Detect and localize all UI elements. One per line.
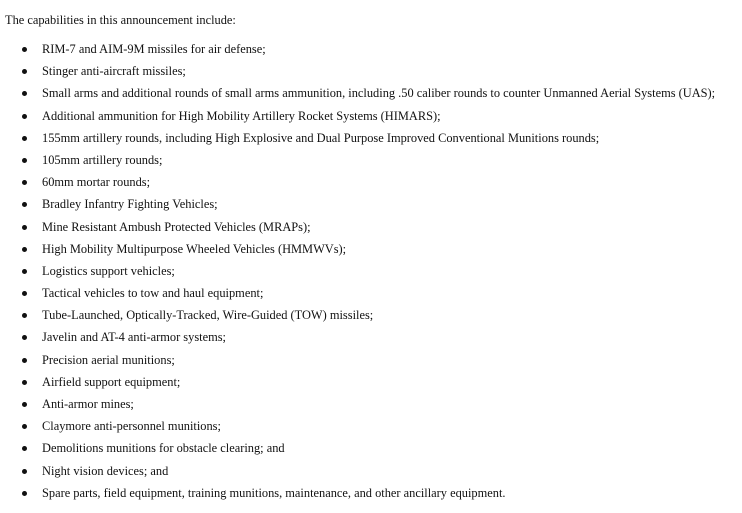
list-item-text: Javelin and AT-4 anti-armor systems; bbox=[42, 330, 226, 345]
bullet-icon bbox=[22, 446, 27, 451]
list-item-text: Tube-Launched, Optically-Tracked, Wire-Guided (TOW) missiles; bbox=[42, 308, 374, 323]
list-item-text: Demolitions munitions for obstacle clearing; and bbox=[42, 441, 285, 456]
list-item-text: RIM-7 and AIM-9M missiles for air defense; bbox=[42, 42, 266, 56]
bullet-icon bbox=[22, 335, 27, 340]
list-item-text: Claymore anti-personnel munitions; bbox=[42, 419, 221, 434]
capabilities-list bbox=[0, 41, 742, 507]
bullet-icon bbox=[22, 491, 27, 496]
bullet-icon bbox=[22, 136, 27, 141]
list-item bbox=[0, 130, 742, 152]
intro-text: The capabilities in this announcement include: bbox=[5, 13, 236, 27]
list-item-text: 155mm artillery rounds, including High Explosive and Dual Purpose Improved Conventional Munitions rounds; bbox=[42, 130, 600, 145]
list-item bbox=[0, 374, 742, 396]
list-item bbox=[0, 463, 742, 485]
bullet-icon bbox=[22, 47, 27, 52]
list-item-text: 105mm artillery rounds; bbox=[42, 152, 163, 167]
list-item bbox=[0, 329, 742, 351]
list-item-text: Mine Resistant Ambush Protected Vehicles (MRAPs); bbox=[42, 219, 311, 234]
list-item-text: Small arms and additional rounds of small arms ammunition, including .50 caliber rounds to counter Unmanned Aerial Systems (UAS); bbox=[42, 86, 716, 101]
bullet-icon bbox=[22, 424, 27, 429]
list-item-text: High Mobility Multipurpose Wheeled Vehicles (HMMWVs); bbox=[42, 241, 347, 256]
list-item bbox=[0, 263, 742, 285]
list-item bbox=[0, 285, 742, 307]
bullet-icon bbox=[22, 402, 27, 407]
list-item-text: Bradley Infantry Fighting Vehicles; bbox=[42, 197, 218, 212]
bullet-icon bbox=[22, 269, 27, 274]
list-item-text: 60mm mortar rounds; bbox=[42, 175, 151, 190]
list-item-text: Tactical vehicles to tow and haul equipment; bbox=[42, 286, 264, 301]
list-item bbox=[0, 63, 742, 85]
list-item bbox=[0, 396, 742, 418]
list-item-text: Night vision devices; and bbox=[42, 463, 169, 478]
list-item-text: Additional ammunition for High Mobility Artillery Rocket Systems (HIMARS); bbox=[42, 108, 441, 123]
list-item-text: Precision aerial munitions; bbox=[42, 352, 175, 367]
list-item bbox=[0, 174, 742, 196]
list-item-text: Anti-armor mines; bbox=[42, 397, 134, 411]
bullet-icon bbox=[22, 380, 27, 385]
bullet-icon bbox=[22, 291, 27, 296]
list-item bbox=[0, 152, 742, 174]
list-item bbox=[0, 485, 742, 507]
bullet-icon bbox=[22, 469, 27, 474]
bullet-icon bbox=[22, 358, 27, 363]
list-item-text: Airfield support equipment; bbox=[42, 374, 181, 389]
list-item-text: Spare parts, field equipment, training munitions, maintenance, and other ancillary equipment. bbox=[42, 485, 506, 500]
bullet-icon bbox=[22, 91, 27, 96]
bullet-icon bbox=[22, 313, 27, 318]
bullet-icon bbox=[22, 158, 27, 163]
list-item-text: Logistics support vehicles; bbox=[42, 263, 175, 278]
bullet-icon bbox=[22, 202, 27, 207]
list-item bbox=[0, 108, 742, 130]
bullet-icon bbox=[22, 69, 27, 74]
bullet-icon bbox=[22, 247, 27, 252]
list-item bbox=[0, 307, 742, 329]
bullet-icon bbox=[22, 225, 27, 230]
list-item bbox=[0, 352, 742, 374]
list-item bbox=[0, 418, 742, 440]
bullet-icon bbox=[22, 114, 27, 119]
list-item bbox=[0, 241, 742, 263]
list-item bbox=[0, 85, 742, 107]
list-item bbox=[0, 219, 742, 241]
list-item bbox=[0, 440, 742, 462]
list-item bbox=[0, 41, 742, 63]
bullet-icon bbox=[22, 180, 27, 185]
list-item-text: Stinger anti-aircraft missiles; bbox=[42, 64, 186, 79]
list-item bbox=[0, 196, 742, 218]
